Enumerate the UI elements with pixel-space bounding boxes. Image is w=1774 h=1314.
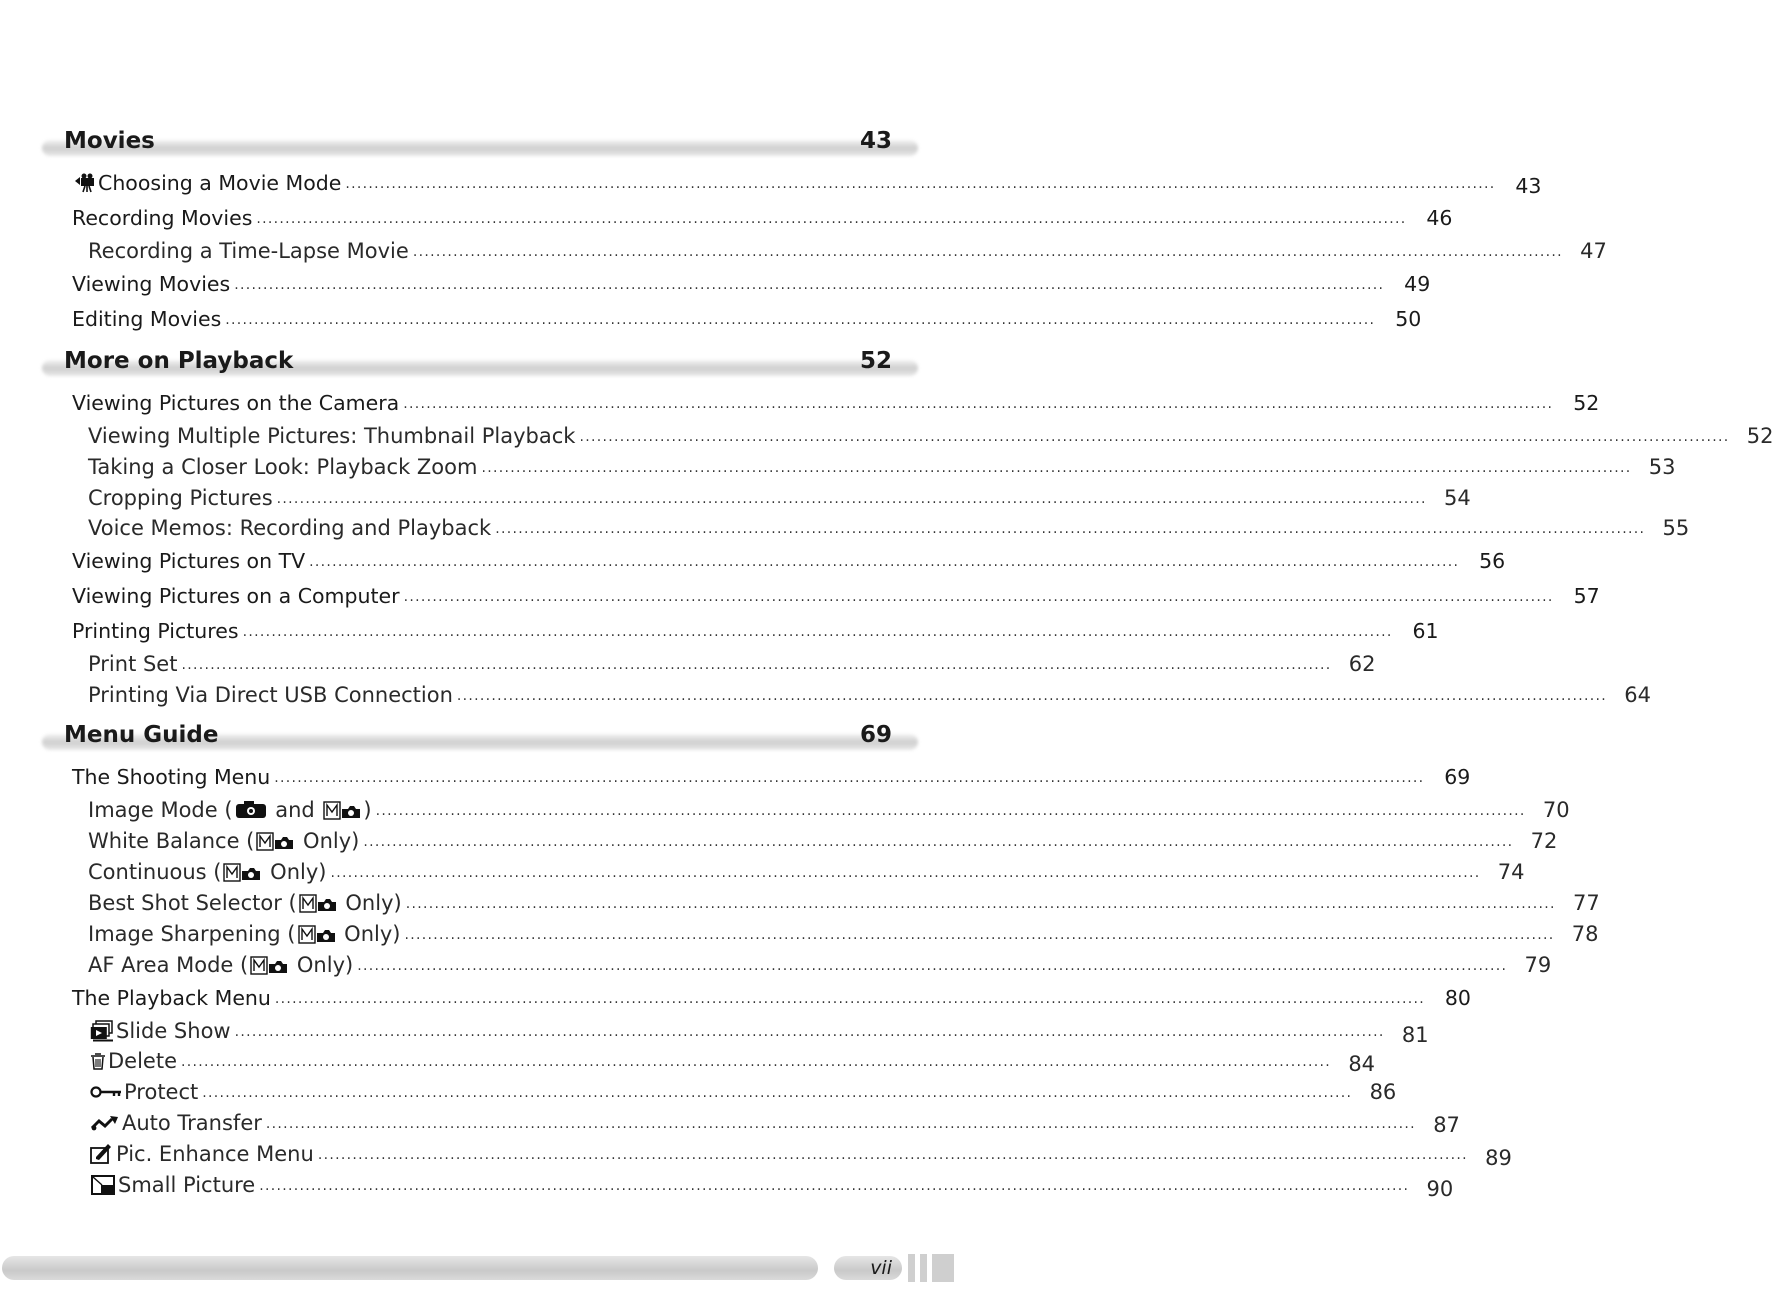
toc-entry-text: Recording a Time-Lapse Movie [88,239,409,263]
toc-entry-label [72,271,230,297]
toc-entry-text: Only) [338,891,402,915]
toc-entry[interactable] [72,764,1471,790]
toc-entry[interactable] [88,423,1774,449]
toc-entry[interactable] [72,390,1600,416]
toc-entry-label [72,306,221,332]
toc-entry-text: Slide Show [116,1019,231,1043]
toc-entry-text: Viewing Pictures on TV [72,549,306,573]
toc-entry[interactable] [88,682,1651,708]
toc-entry-text: Only) [290,953,354,977]
toc-entry-text: Printing Via Direct USB Connection [88,683,453,707]
toc-entry[interactable] [72,548,1506,574]
toc-entry-page: 50 [1395,307,1422,331]
toc-entry-label [88,1018,231,1044]
footer-bar [2,1256,818,1280]
leader-dots: ........................................................................................................................................................................................................ [274,991,1425,1007]
toc-entry-text: Editing Movies [72,307,222,331]
section-title: Menu Guide [64,722,219,748]
toc-entry-text: White Balance ( [88,829,255,853]
manual-camera-icon [298,924,336,944]
toc-entry-text: Only) [263,860,327,884]
section-title: More on Playback [64,348,294,374]
toc-entry-text: Delete [108,1049,177,1073]
toc-entry-text: Choosing a Movie Mode [98,171,342,195]
manual-camera-icon [323,800,361,820]
leader-dots: ........................................................................................................................................................................................................ [405,896,1556,912]
toc-entry[interactable] [88,952,1552,978]
toc-entry-text: Cropping Pictures [88,486,273,510]
page-number: vii [870,1257,892,1279]
toc-entry-label [88,238,409,264]
slide-show-icon [90,1020,114,1042]
toc-entry-page: 69 [1444,765,1471,789]
toc-entry-text: Auto Transfer [122,1111,262,1135]
trash-icon [90,1051,106,1071]
toc-entry-text: Printing Pictures [72,619,239,643]
toc-entry[interactable] [88,238,1607,264]
leader-dots: ........................................................................................................................................................................................................ [495,521,1646,537]
toc-entry-page: 86 [1369,1080,1397,1104]
toc-entry[interactable] [72,583,1600,609]
toc-entry-page: 55 [1662,516,1690,540]
section-heading [64,126,892,156]
manual-camera-icon [299,893,337,913]
leader-dots: ........................................................................................................................................................................................................ [242,624,1393,640]
footer-stripe [908,1254,915,1282]
leader-dots: ........................................................................................................................................................................................................ [309,554,1460,570]
toc-entry[interactable] [88,651,1376,677]
leader-dots: ........................................................................................................................................................................................................ [403,396,1554,412]
toc-entry-text: Viewing Movies [72,272,231,296]
toc-entry-label [88,1141,314,1167]
toc-entry[interactable] [72,205,1453,231]
toc-entry-label [88,797,372,823]
toc-entry-page: 43 [1515,174,1542,198]
manual-camera-icon [223,862,261,882]
toc-entry-page: 79 [1524,953,1552,977]
toc-entry-label [88,859,326,885]
leader-dots: ........................................................................................................................................................................................................ [234,1024,1385,1040]
toc-entry-label [88,952,353,978]
section-heading [64,346,892,376]
auto-camera-icon [235,800,267,820]
toc-entry-label [88,515,491,541]
toc-entry-text: Viewing Pictures on the Camera [72,391,400,415]
toc-entry-text: Pic. Enhance Menu [116,1142,314,1166]
toc-entry-text: Continuous ( [88,860,222,884]
toc-entry-label [88,1079,198,1105]
toc-entry-text: Print Set [88,652,178,676]
toc-entry[interactable] [88,454,1676,480]
leader-dots: ........................................................................................................................................................................................................ [274,770,1425,786]
toc-entry-text: AF Area Mode ( [88,953,249,977]
toc-entry-page: 62 [1348,652,1376,676]
toc-entry-text: Only) [337,922,401,946]
toc-entry-page: 56 [1479,549,1506,573]
toc-entry-label [88,454,477,480]
toc-entry-label [72,764,270,790]
toc-entry-page: 52 [1573,391,1600,415]
toc-entry[interactable] [88,1048,1376,1076]
leader-dots: ........................................................................................................................................................................................................ [363,834,1514,850]
toc-entry[interactable] [72,306,1422,332]
toc-entry-page: 74 [1497,860,1525,884]
toc-entry-label [88,1110,262,1136]
toc-entry-page: 81 [1401,1023,1429,1047]
leader-dots: ........................................................................................................................................................................................................ [330,865,1481,881]
toc-entry[interactable] [88,859,1525,885]
toc-entry-text: Best Shot Selector ( [88,891,297,915]
toc-entry[interactable] [88,1110,1460,1137]
toc-entry-page: 78 [1571,922,1599,946]
toc-entry-text: Viewing Pictures on a Computer [72,584,400,608]
leader-dots: ........................................................................................................................................................................................................ [181,657,1332,673]
small-picture-icon [90,1174,116,1196]
section-page: 43 [859,128,892,154]
leader-dots: ........................................................................................................................................................................................................ [456,688,1607,704]
toc-entry-page: 54 [1443,486,1471,510]
toc-entry[interactable] [88,890,1600,916]
toc-entry-page: 72 [1530,829,1558,853]
toc-entry-page: 80 [1444,986,1471,1010]
toc-entry[interactable] [88,1018,1429,1047]
leader-dots: ........................................................................................................................................................................................................ [412,244,1563,260]
key-icon [90,1085,122,1099]
toc-entry-page: 89 [1485,1146,1512,1170]
toc-entry-label [88,1172,255,1198]
toc-entry-label [72,170,341,196]
toc-entry[interactable] [88,1172,1454,1201]
toc-entry-page: 90 [1426,1177,1454,1201]
toc-entry-label [88,651,177,677]
leader-dots: ........................................................................................................................................................................................................ [317,1147,1468,1163]
enhance-icon [90,1143,114,1165]
toc-entry[interactable] [88,797,1570,823]
toc-entry-text: Voice Memos: Recording and Playback [88,516,492,540]
toc-entry[interactable] [88,1141,1512,1170]
leader-dots: ........................................................................................................................................................................................................ [265,1116,1416,1132]
toc-entry-text: Small Picture [118,1173,256,1197]
toc-entry[interactable] [72,170,1542,198]
toc-entry[interactable] [72,985,1471,1011]
toc-entry[interactable] [88,828,1558,854]
toc-entry[interactable] [72,271,1431,297]
leader-dots: ........................................................................................................................................................................................................ [404,927,1555,943]
toc-entry[interactable] [72,618,1439,644]
toc-entry-text: Protect [124,1080,199,1104]
toc-entry-text: and [268,798,322,822]
toc-entry-page: 77 [1573,891,1600,915]
toc-entry-label [88,1048,177,1074]
footer-stripe [932,1254,954,1282]
toc-entry-label [88,423,575,449]
leader-dots: ........................................................................................................................................................................................................ [375,803,1526,819]
toc-entry-label [88,828,359,854]
toc-entry-text: Image Mode ( [88,798,233,822]
toc-entry-label [72,205,252,231]
toc-entry-label [72,548,305,574]
footer-stripe [920,1254,927,1282]
toc-entry-page: 53 [1648,455,1676,479]
toc-entry-page: 52 [1746,424,1774,448]
leader-dots: ........................................................................................................................................................................................................ [403,589,1554,605]
manual-camera-icon [256,831,294,851]
leader-dots: ........................................................................................................................................................................................................ [181,1054,1332,1070]
toc-entry[interactable] [88,485,1471,511]
toc-entry-text: Taking a Closer Look: Playback Zoom [88,455,478,479]
leader-dots: ........................................................................................................................................................................................................ [481,460,1632,476]
toc-entry-page: 57 [1573,584,1600,608]
toc-entry-label [88,682,453,708]
toc-entry-label [72,390,399,416]
leader-dots: ........................................................................................................................................................................................................ [225,312,1376,328]
toc-entry-label [88,921,400,947]
toc-entry[interactable] [88,921,1599,947]
toc-entry-label [72,618,239,644]
toc-entry-label [72,985,271,1011]
toc-entry-text: The Shooting Menu [72,765,271,789]
toc-entry[interactable] [88,1079,1397,1105]
toc-entry-page: 84 [1348,1052,1376,1076]
toc-entry-page: 70 [1542,798,1570,822]
leader-dots: ........................................................................................................................................................................................................ [202,1085,1353,1101]
leader-dots: ........................................................................................................................................................................................................ [259,1178,1410,1194]
leader-dots: ........................................................................................................................................................................................................ [357,958,1508,974]
movie-camera-icon [74,173,96,193]
toc-entry-text: ) [363,798,372,822]
transfer-icon [90,1114,120,1132]
toc-entry-page: 47 [1580,239,1607,263]
leader-dots: ........................................................................................................................................................................................................ [234,277,1385,293]
toc-entry-label [88,485,273,511]
leader-dots: ........................................................................................................................................................................................................ [276,491,1427,507]
toc-entry-page: 61 [1412,619,1439,643]
toc-entry-text: Image Sharpening ( [88,922,296,946]
toc-entry-label [72,583,400,609]
section-page: 69 [859,722,892,748]
section-title: Movies [64,128,155,154]
toc-entry-label [88,890,402,916]
toc-entry-text: Viewing Multiple Pictures: Thumbnail Playback [88,424,576,448]
toc-entry-page: 49 [1404,272,1431,296]
manual-camera-icon [250,955,288,975]
toc-entry-text: Only) [296,829,360,853]
leader-dots: ........................................................................................................................................................................................................ [256,211,1407,227]
section-heading [64,720,892,750]
toc-entry-page: 46 [1426,206,1453,230]
leader-dots: ........................................................................................................................................................................................................ [579,429,1730,445]
toc-entry[interactable] [88,515,1690,541]
toc-entry-text: Recording Movies [72,206,253,230]
toc-entry-page: 87 [1433,1113,1460,1137]
section-heading-bar [42,140,918,156]
section-page: 52 [859,348,892,374]
toc-entry-text: The Playback Menu [72,986,271,1010]
toc-entry-page: 64 [1624,683,1651,707]
leader-dots: ........................................................................................................................................................................................................ [345,176,1496,192]
